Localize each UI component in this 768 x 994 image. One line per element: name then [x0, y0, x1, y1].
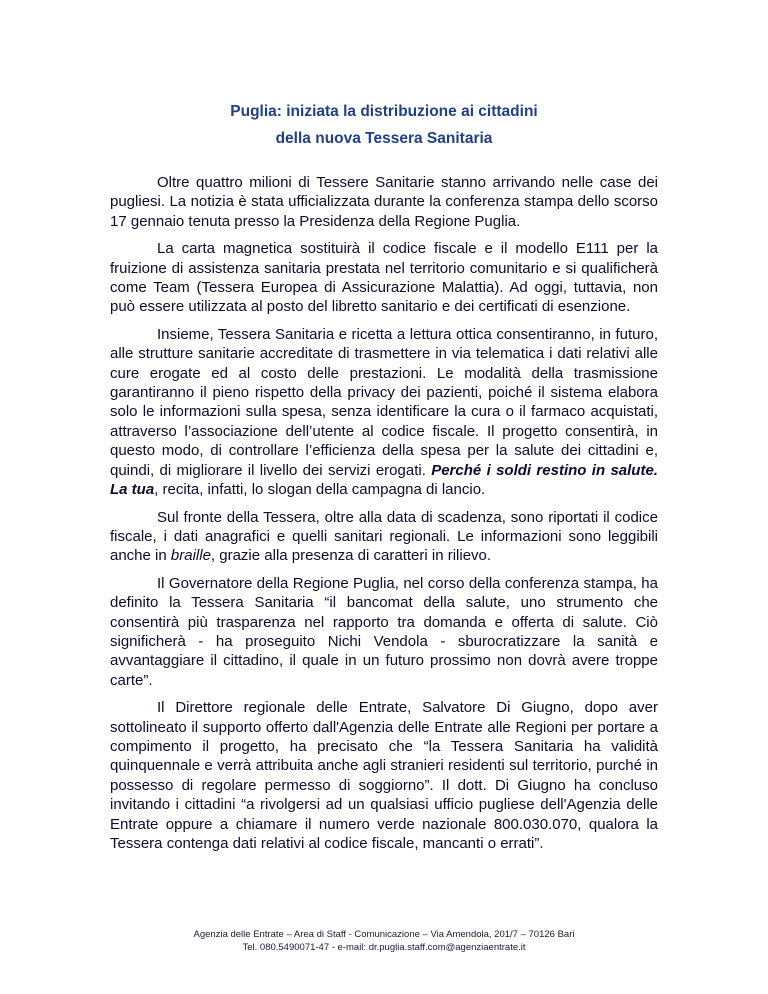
footer-address: Agenzia delle Entrate – Area di Staff - Comunicazione – Via Amendola, 201/7 – 70126 Bari: [193, 929, 575, 940]
paragraph-1: Oltre quattro milioni di Tessere Sanitarie stanno arrivando nelle case dei pugliesi. La notizia è stata ufficializzata durante la conferenza stampa dello scorso 17 gennaio tenuta presso la Presidenza della Regione Puglia.: [110, 174, 658, 230]
paragraph-4: [110, 508, 658, 566]
paragraph-4-end: , grazie alla presenza di caratteri in rilievo.: [210, 547, 492, 565]
footer-contacts: Tel. 080.5490071-47 - e-mail: dr.puglia.staff.com@agenziaentrate.it: [242, 941, 526, 953]
article-title: [110, 98, 658, 152]
paragraph-2: La carta magnetica sostituirà il codice fiscale e il modello E111 per la fruizione di assistenza sanitaria prestata nel territorio comunitario e si qualificherà come Team (Tessera Europea di Assicurazione Malattia). Ad oggi, tuttavia, non può essere utilizzata al posto del libretto sanitario e dei certificati di esenzione.: [110, 240, 658, 316]
paragraph-3-end: , recita, infatti, lo slogan della campagna di lancio.: [154, 481, 486, 499]
paragraph-4-text: Sul fronte della Tessera, oltre alla data di scadenza, sono riportati il codice fiscale, i dati anagrafici e quelli sanitari regionali. Le informazioni sono leggibili anche in: [110, 508, 658, 565]
title-line-1: Puglia: iniziata la distribuzione ai cittadini: [230, 103, 538, 120]
paragraph-5: Il Governatore della Regione Puglia, nel corso della conferenza stampa, ha definito la Tessera Sanitaria “il bancomat della salute, uno strumento che consentirà più trasparenza nel rapporto tra domanda e offerta di salute. Ciò significherà - ha proseguito Nichi Vendola - sburocratizzare la sanità e avvantaggiare il cittadino, il quale in un futuro prossimo non dovrà avere troppe carte”.: [110, 574, 658, 689]
paragraph-3-text: Insieme, Tessera Sanitaria e ricetta a lettura ottica consentiranno, in futuro, alle strutture sanitarie accreditate di trasmettere in via telematica i dati relativi alle cure erogate ed al costo delle prestazioni. Le modalità della trasmissione garantiranno il pieno rispetto della privacy dei pazienti, poiché il sistema elabora solo le informazioni sulla spesa, senza identificare la cura o il farmaco acquistati, attraverso l’associazione dell’utente al codice fiscale. Il progetto consentirà, in questo modo, di controllare l’efficienza della spesa per la salute dei cittadini e, quindi, di migliorare il livello dei servizi erogati.: [110, 325, 658, 479]
paragraph-3: [110, 325, 658, 500]
braille-term: braille: [170, 547, 211, 565]
title-line-2: della nuova Tessera Sanitaria: [275, 130, 493, 147]
article-body: [110, 173, 658, 861]
paragraph-6: Il Direttore regionale delle Entrate, Salvatore Di Giugno, dopo aver sottolineato il supporto offerto dall'Agenzia delle Entrate alle Regioni per portare a compimento il progetto, ha precisato che “la Tessera Sanitaria ha validità quinquennale e verrà attribuita anche agli stranieri residenti sul territorio, purché in possesso di regolare permesso di soggiorno”. Il dott. Di Giugno ha concluso invitando i cittadini “a rivolgersi ad un qualsiasi ufficio pugliese dell'Agenzia delle Entrate oppure a chiamare il numero verde nazionale 800.030.070, qualora la Tessera contenga dati relativi al codice fiscale, mancanti o errati”.: [110, 699, 658, 852]
campaign-slogan: Perché i soldi restino in salute. La tua: [110, 461, 658, 499]
page-footer: [110, 929, 658, 954]
